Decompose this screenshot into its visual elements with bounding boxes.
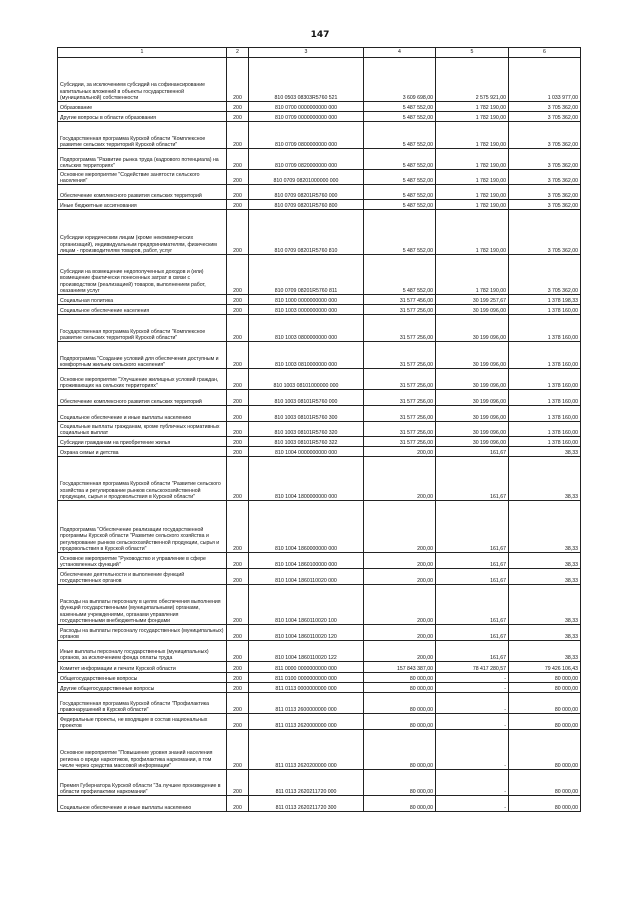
- row-executed-amount-cell: 30 199 096,00: [436, 406, 509, 422]
- row-name-cell: Обеспечение комплексного развития сельских территорий: [58, 185, 227, 200]
- table-row: [58, 693, 581, 714]
- table-row: [58, 342, 581, 369]
- row-classification-code-cell: 810 1004 1800000000 000: [249, 457, 364, 501]
- row-name-cell: Расходы на выплаты персоналу в целях обеспечения выполнения функций государственными (муниципальными) органами, казенными учреждениями, органами управления государственными внебюджетными фондами: [58, 585, 227, 625]
- table-row: [58, 170, 581, 185]
- table-row: [58, 305, 581, 315]
- row-name-cell: Иные выплаты персоналу государственных (муниципальных) органов, за исключением фонда оплаты труда: [58, 641, 227, 662]
- row-line-code-cell: 200: [227, 149, 249, 170]
- row-name-cell: Социальные выплаты гражданам, кроме публичных нормативных социальных выплат: [58, 422, 227, 437]
- table-row: [58, 714, 581, 730]
- row-classification-code-cell: 810 1004 0000000000 000: [249, 447, 364, 457]
- row-unexecuted-amount-cell: 1 378 160,00: [509, 315, 581, 342]
- row-classification-code-cell: 810 0709 08201R5760 811: [249, 255, 364, 295]
- row-approved-amount-cell: 200,00: [364, 569, 436, 585]
- row-line-code-cell: 200: [227, 210, 249, 255]
- row-name-cell: Субсидии гражданам на приобретение жилья: [58, 437, 227, 447]
- row-approved-amount-cell: 200,00: [364, 447, 436, 457]
- table-header: [58, 48, 581, 58]
- table-row: [58, 585, 581, 625]
- row-line-code-cell: 200: [227, 305, 249, 315]
- column-header: 1: [58, 48, 227, 58]
- row-classification-code-cell: 811 0113 2600000000 000: [249, 693, 364, 714]
- column-header: 2: [227, 48, 249, 58]
- table-row: [58, 122, 581, 149]
- table-row: [58, 553, 581, 569]
- row-approved-amount-cell: 5 487 552,00: [364, 185, 436, 200]
- table-row: [58, 102, 581, 112]
- row-approved-amount-cell: 5 487 552,00: [364, 255, 436, 295]
- table-row: [58, 625, 581, 641]
- table-row: [58, 437, 581, 447]
- row-unexecuted-amount-cell: 1 378 160,00: [509, 390, 581, 406]
- table-row: [58, 770, 581, 796]
- row-unexecuted-amount-cell: 1 378 198,33: [509, 295, 581, 305]
- table-row: [58, 295, 581, 305]
- row-executed-amount-cell: 1 782 190,00: [436, 149, 509, 170]
- row-executed-amount-cell: 30 199 096,00: [436, 342, 509, 369]
- row-name-cell: Премия Губернатора Курской области "За лучшее произведение в области профилактики наркомании": [58, 770, 227, 796]
- row-classification-code-cell: 811 0100 0000000000 000: [249, 673, 364, 683]
- row-approved-amount-cell: 80 000,00: [364, 673, 436, 683]
- row-approved-amount-cell: 5 487 552,00: [364, 210, 436, 255]
- row-executed-amount-cell: 161,67: [436, 457, 509, 501]
- row-classification-code-cell: 810 0709 0800000000 000: [249, 122, 364, 149]
- row-name-cell: Комитет информации и печати Курской области: [58, 662, 227, 673]
- row-unexecuted-amount-cell: 1 378 160,00: [509, 422, 581, 437]
- table-row: [58, 185, 581, 200]
- row-executed-amount-cell: 30 199 096,00: [436, 390, 509, 406]
- row-approved-amount-cell: 200,00: [364, 501, 436, 553]
- row-executed-amount-cell: -: [436, 693, 509, 714]
- table-row: [58, 662, 581, 673]
- row-line-code-cell: 200: [227, 422, 249, 437]
- table-row: [58, 422, 581, 437]
- table-row: [58, 447, 581, 457]
- column-header: 6: [509, 48, 581, 58]
- table-row: [58, 149, 581, 170]
- row-name-cell: Образование: [58, 102, 227, 112]
- row-approved-amount-cell: 200,00: [364, 625, 436, 641]
- table-row: [58, 315, 581, 342]
- row-line-code-cell: 200: [227, 406, 249, 422]
- row-approved-amount-cell: 5 487 552,00: [364, 149, 436, 170]
- table-row: [58, 569, 581, 585]
- row-executed-amount-cell: 1 782 190,00: [436, 122, 509, 149]
- row-executed-amount-cell: 30 199 096,00: [436, 315, 509, 342]
- row-classification-code-cell: 810 1003 0800000000 000: [249, 315, 364, 342]
- row-approved-amount-cell: 5 487 552,00: [364, 170, 436, 185]
- row-executed-amount-cell: 1 782 190,00: [436, 112, 509, 122]
- table-row: [58, 457, 581, 501]
- row-line-code-cell: 200: [227, 255, 249, 295]
- row-executed-amount-cell: 161,67: [436, 447, 509, 457]
- row-approved-amount-cell: 200,00: [364, 641, 436, 662]
- row-classification-code-cell: 810 1003 08101000000 000: [249, 369, 364, 390]
- table-row: [58, 796, 581, 812]
- row-classification-code-cell: 810 1003 0810000000 000: [249, 342, 364, 369]
- row-name-cell: Другие вопросы в области образования: [58, 112, 227, 122]
- row-approved-amount-cell: 5 487 552,00: [364, 112, 436, 122]
- table-row: [58, 730, 581, 770]
- row-name-cell: Основное мероприятие "Содействие занятости сельского населения": [58, 170, 227, 185]
- row-executed-amount-cell: -: [436, 770, 509, 796]
- row-line-code-cell: 200: [227, 673, 249, 683]
- row-approved-amount-cell: 80 000,00: [364, 714, 436, 730]
- row-classification-code-cell: 810 0709 08201R5760 810: [249, 210, 364, 255]
- row-line-code-cell: 200: [227, 58, 249, 102]
- row-line-code-cell: 200: [227, 369, 249, 390]
- row-classification-code-cell: 811 0113 2620000000 000: [249, 714, 364, 730]
- row-classification-code-cell: 810 1003 08101R5760 300: [249, 406, 364, 422]
- row-name-cell: Расходы на выплаты персоналу государственных (муниципальных) органов: [58, 625, 227, 641]
- row-line-code-cell: 200: [227, 683, 249, 693]
- row-unexecuted-amount-cell: 3 705 362,00: [509, 200, 581, 210]
- row-executed-amount-cell: -: [436, 730, 509, 770]
- row-line-code-cell: 200: [227, 170, 249, 185]
- row-approved-amount-cell: 5 487 552,00: [364, 122, 436, 149]
- row-executed-amount-cell: 1 782 190,00: [436, 102, 509, 112]
- row-name-cell: Общегосударственные вопросы: [58, 673, 227, 683]
- column-header: 3: [249, 48, 364, 58]
- row-classification-code-cell: 811 0113 2620211720 000: [249, 770, 364, 796]
- row-executed-amount-cell: 161,67: [436, 641, 509, 662]
- row-executed-amount-cell: 1 782 190,00: [436, 255, 509, 295]
- row-executed-amount-cell: 30 199 096,00: [436, 305, 509, 315]
- row-unexecuted-amount-cell: 3 705 362,00: [509, 112, 581, 122]
- row-unexecuted-amount-cell: 3 705 362,00: [509, 255, 581, 295]
- row-classification-code-cell: 810 1004 1860110020 000: [249, 569, 364, 585]
- row-name-cell: Социальное обеспечение населения: [58, 305, 227, 315]
- row-unexecuted-amount-cell: 80 000,00: [509, 683, 581, 693]
- row-line-code-cell: 200: [227, 662, 249, 673]
- row-approved-amount-cell: 200,00: [364, 457, 436, 501]
- row-classification-code-cell: 810 1004 1860000000 000: [249, 501, 364, 553]
- row-classification-code-cell: 810 0709 08201R5760 800: [249, 200, 364, 210]
- row-name-cell: Социальное обеспечение и иные выплаты населению: [58, 406, 227, 422]
- row-name-cell: Иные бюджетные ассигнования: [58, 200, 227, 210]
- row-executed-amount-cell: 161,67: [436, 585, 509, 625]
- row-approved-amount-cell: 31 577 256,00: [364, 437, 436, 447]
- row-unexecuted-amount-cell: 80 000,00: [509, 673, 581, 683]
- table-row: [58, 210, 581, 255]
- row-unexecuted-amount-cell: 80 000,00: [509, 693, 581, 714]
- row-executed-amount-cell: 78 417 280,57: [436, 662, 509, 673]
- row-approved-amount-cell: 31 577 256,00: [364, 305, 436, 315]
- row-approved-amount-cell: 80 000,00: [364, 730, 436, 770]
- row-classification-code-cell: 811 0000 0000000000 000: [249, 662, 364, 673]
- row-name-cell: Основное мероприятие "Улучшение жилищных условий граждан, проживающих на сельских территориях": [58, 369, 227, 390]
- row-classification-code-cell: 811 0113 2620211720 300: [249, 796, 364, 812]
- table-row: [58, 112, 581, 122]
- row-executed-amount-cell: -: [436, 683, 509, 693]
- row-approved-amount-cell: 31 577 256,00: [364, 390, 436, 406]
- row-name-cell: Подпрограмма "Развитие рынка труда (кадрового потенциала) на сельских территориях": [58, 149, 227, 170]
- row-unexecuted-amount-cell: 38,33: [509, 585, 581, 625]
- row-executed-amount-cell: -: [436, 714, 509, 730]
- row-approved-amount-cell: 31 577 256,00: [364, 315, 436, 342]
- row-line-code-cell: 200: [227, 585, 249, 625]
- row-name-cell: Основное мероприятие "Руководство и управление в сфере установленных функций": [58, 553, 227, 569]
- row-unexecuted-amount-cell: 80 000,00: [509, 714, 581, 730]
- row-unexecuted-amount-cell: 38,33: [509, 553, 581, 569]
- table-row: [58, 369, 581, 390]
- row-name-cell: Социальное обеспечение и иные выплаты населению: [58, 796, 227, 812]
- table-row: [58, 683, 581, 693]
- table-row: [58, 501, 581, 553]
- row-unexecuted-amount-cell: 1 378 160,00: [509, 342, 581, 369]
- table-row: [58, 406, 581, 422]
- row-approved-amount-cell: 157 843 387,00: [364, 662, 436, 673]
- row-line-code-cell: 200: [227, 770, 249, 796]
- row-approved-amount-cell: 31 577 256,00: [364, 342, 436, 369]
- row-classification-code-cell: 810 1000 0000000000 000: [249, 295, 364, 305]
- table-body: [58, 58, 581, 812]
- row-classification-code-cell: 810 1003 08101R5760 320: [249, 422, 364, 437]
- row-approved-amount-cell: 80 000,00: [364, 693, 436, 714]
- budget-execution-table: [57, 47, 581, 812]
- row-executed-amount-cell: 30 199 096,00: [436, 422, 509, 437]
- row-name-cell: Государственная программа Курской области "Комплексное развитие сельских территорий Курской области": [58, 315, 227, 342]
- column-number-row: [58, 48, 581, 58]
- row-unexecuted-amount-cell: 3 705 362,00: [509, 122, 581, 149]
- row-unexecuted-amount-cell: 1 378 160,00: [509, 369, 581, 390]
- row-executed-amount-cell: 2 575 921,00: [436, 58, 509, 102]
- row-classification-code-cell: 810 0709 08201000000 000: [249, 170, 364, 185]
- row-approved-amount-cell: 5 487 552,00: [364, 102, 436, 112]
- row-name-cell: Государственная программа Курской области "Профилактика правонарушений в Курской области": [58, 693, 227, 714]
- row-executed-amount-cell: 30 199 096,00: [436, 437, 509, 447]
- row-name-cell: Субсидии, за исключением субсидий на софинансирование капитальных вложений в объекты государственной (муниципальной) собственности: [58, 58, 227, 102]
- row-unexecuted-amount-cell: 38,33: [509, 501, 581, 553]
- row-unexecuted-amount-cell: 38,33: [509, 625, 581, 641]
- row-classification-code-cell: 810 0503 08303R5760 521: [249, 58, 364, 102]
- table-row: [58, 390, 581, 406]
- row-unexecuted-amount-cell: 80 000,00: [509, 770, 581, 796]
- row-approved-amount-cell: 5 487 552,00: [364, 200, 436, 210]
- page-number: 147: [310, 30, 330, 40]
- row-unexecuted-amount-cell: 38,33: [509, 569, 581, 585]
- row-name-cell: Обеспечение комплексного развития сельских территорий: [58, 390, 227, 406]
- row-unexecuted-amount-cell: 38,33: [509, 641, 581, 662]
- row-line-code-cell: 200: [227, 437, 249, 447]
- row-line-code-cell: 200: [227, 457, 249, 501]
- row-unexecuted-amount-cell: 80 000,00: [509, 730, 581, 770]
- row-line-code-cell: 200: [227, 315, 249, 342]
- row-line-code-cell: 200: [227, 295, 249, 305]
- row-executed-amount-cell: 1 782 190,00: [436, 200, 509, 210]
- row-name-cell: Охрана семьи и детства: [58, 447, 227, 457]
- row-line-code-cell: 200: [227, 625, 249, 641]
- row-classification-code-cell: 810 0709 0000000000 000: [249, 112, 364, 122]
- row-line-code-cell: 200: [227, 200, 249, 210]
- row-line-code-cell: 200: [227, 390, 249, 406]
- row-classification-code-cell: 810 0709 08201R5760 000: [249, 185, 364, 200]
- column-header: 5: [436, 48, 509, 58]
- row-unexecuted-amount-cell: 1 378 160,00: [509, 305, 581, 315]
- row-approved-amount-cell: 80 000,00: [364, 796, 436, 812]
- row-approved-amount-cell: 31 577 256,00: [364, 406, 436, 422]
- column-header: 4: [364, 48, 436, 58]
- row-classification-code-cell: 810 1004 1860100000 000: [249, 553, 364, 569]
- row-classification-code-cell: 810 1004 1860110020 122: [249, 641, 364, 662]
- row-unexecuted-amount-cell: 80 000,00: [509, 796, 581, 812]
- row-line-code-cell: 200: [227, 730, 249, 770]
- row-classification-code-cell: 810 1003 08101R5760 000: [249, 390, 364, 406]
- row-approved-amount-cell: 200,00: [364, 553, 436, 569]
- row-unexecuted-amount-cell: 3 705 362,00: [509, 185, 581, 200]
- table-row: [58, 200, 581, 210]
- row-name-cell: Субсидии юридическим лицам (кроме некоммерческих организаций), индивидуальным предпринимателям, физическим лицам - производителям товаров, работ, услуг: [58, 210, 227, 255]
- row-approved-amount-cell: 80 000,00: [364, 770, 436, 796]
- row-line-code-cell: 200: [227, 112, 249, 122]
- row-line-code-cell: 200: [227, 796, 249, 812]
- row-name-cell: Государственная программа Курской области "Развитие сельского хозяйства и регулирование рынков сельскохозяйственной продукции, сырья и продовольствия в Курской области": [58, 457, 227, 501]
- row-name-cell: Государственная программа Курской области "Комплексное развитие сельских территорий Курской области": [58, 122, 227, 149]
- row-line-code-cell: 200: [227, 501, 249, 553]
- row-unexecuted-amount-cell: 79 426 106,43: [509, 662, 581, 673]
- row-executed-amount-cell: -: [436, 796, 509, 812]
- row-line-code-cell: 200: [227, 102, 249, 112]
- row-line-code-cell: 200: [227, 553, 249, 569]
- row-classification-code-cell: 810 1003 08101R5760 322: [249, 437, 364, 447]
- row-line-code-cell: 200: [227, 714, 249, 730]
- table-row: [58, 58, 581, 102]
- row-executed-amount-cell: 1 782 190,00: [436, 185, 509, 200]
- row-name-cell: Федеральные проекты, не входящие в состав национальных проектов: [58, 714, 227, 730]
- row-line-code-cell: 200: [227, 185, 249, 200]
- row-classification-code-cell: 810 1003 0000000000 000: [249, 305, 364, 315]
- row-executed-amount-cell: 30 199 257,67: [436, 295, 509, 305]
- row-name-cell: Обеспечение деятельности и выполнение функций государственных органов: [58, 569, 227, 585]
- row-name-cell: Основное мероприятие "Повышение уровня знаний населения региона о вреде наркотиков, профилактика наркомании, в том числе через средства массовой информации": [58, 730, 227, 770]
- row-classification-code-cell: 810 1004 1860110020 100: [249, 585, 364, 625]
- row-executed-amount-cell: 30 199 096,00: [436, 369, 509, 390]
- row-line-code-cell: 200: [227, 569, 249, 585]
- row-line-code-cell: 200: [227, 447, 249, 457]
- row-unexecuted-amount-cell: 3 705 362,00: [509, 210, 581, 255]
- row-unexecuted-amount-cell: 3 705 362,00: [509, 170, 581, 185]
- table-row: [58, 641, 581, 662]
- table-row: [58, 673, 581, 683]
- table-row: [58, 255, 581, 295]
- row-line-code-cell: 200: [227, 122, 249, 149]
- row-name-cell: Другие общегосударственные вопросы: [58, 683, 227, 693]
- row-name-cell: Подпрограмма "Создание условий для обеспечения доступным и комфортным жильем сельского населения": [58, 342, 227, 369]
- row-approved-amount-cell: 3 609 698,00: [364, 58, 436, 102]
- row-classification-code-cell: 811 0113 2620200000 000: [249, 730, 364, 770]
- row-unexecuted-amount-cell: 1 378 160,00: [509, 406, 581, 422]
- row-executed-amount-cell: 1 782 190,00: [436, 210, 509, 255]
- row-line-code-cell: 200: [227, 641, 249, 662]
- row-name-cell: Социальная политика: [58, 295, 227, 305]
- row-approved-amount-cell: 200,00: [364, 585, 436, 625]
- row-classification-code-cell: 810 0709 0820000000 000: [249, 149, 364, 170]
- row-classification-code-cell: 810 0700 0000000000 000: [249, 102, 364, 112]
- row-classification-code-cell: 811 0113 0000000000 000: [249, 683, 364, 693]
- row-executed-amount-cell: 161,67: [436, 625, 509, 641]
- row-classification-code-cell: 810 1004 1860110020 120: [249, 625, 364, 641]
- row-line-code-cell: 200: [227, 342, 249, 369]
- row-unexecuted-amount-cell: 38,33: [509, 447, 581, 457]
- row-name-cell: Субсидии на возмещение недополученных доходов и (или) возмещение фактически понесенных затрат в связи с производством (реализацией) товаров, выполнением работ, оказанием услуг: [58, 255, 227, 295]
- row-executed-amount-cell: 161,67: [436, 569, 509, 585]
- row-approved-amount-cell: 80 000,00: [364, 683, 436, 693]
- row-executed-amount-cell: 1 782 190,00: [436, 170, 509, 185]
- row-unexecuted-amount-cell: 3 705 362,00: [509, 102, 581, 112]
- row-unexecuted-amount-cell: 1 378 160,00: [509, 437, 581, 447]
- row-name-cell: Подпрограмма "Обеспечение реализации государственной программы Курской области "Развитие сельского хозяйства и регулирование рынков сельскохозяйственной продукции, сырья и продовольствия в Курской области": [58, 501, 227, 553]
- row-approved-amount-cell: 31 577 256,00: [364, 369, 436, 390]
- row-line-code-cell: 200: [227, 693, 249, 714]
- row-unexecuted-amount-cell: 38,33: [509, 457, 581, 501]
- row-executed-amount-cell: 161,67: [436, 501, 509, 553]
- row-unexecuted-amount-cell: 3 705 362,00: [509, 149, 581, 170]
- row-executed-amount-cell: 161,67: [436, 553, 509, 569]
- row-approved-amount-cell: 31 577 256,00: [364, 422, 436, 437]
- row-unexecuted-amount-cell: 1 033 977,00: [509, 58, 581, 102]
- row-approved-amount-cell: 31 577 456,00: [364, 295, 436, 305]
- row-executed-amount-cell: -: [436, 673, 509, 683]
